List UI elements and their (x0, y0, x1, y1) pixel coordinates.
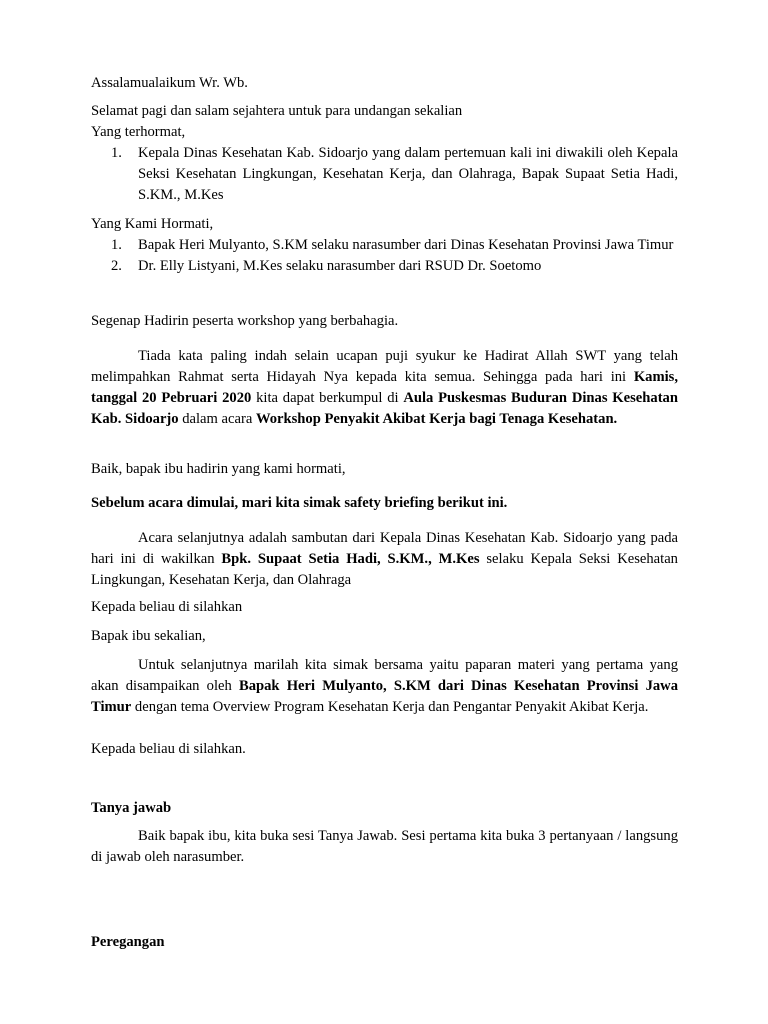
paragraph-text: selaku Kepala Seksi Kesehatan Lingkungan, Kesehatan Kerja, dan Olahraga (91, 551, 678, 588)
paragraph-text: kita dapat berkumpul di (251, 390, 404, 406)
paragraph-text: Acara selanjutnya adalah sambutan dari Kepala Dinas Kesehatan Kab. Sidoarjo yang pada hari ini di wakilkan (91, 530, 678, 567)
heading-text: Tanya jawab (91, 800, 172, 816)
paragraph-address: Baik, bapak ibu hadirin yang kami hormati, (91, 461, 346, 477)
list-number: 1. (111, 145, 122, 161)
speaker-name: Bpk. Supaat Setia Hadi, S.KM., M.Kes (221, 551, 480, 567)
respected-list (91, 143, 678, 206)
list-item (91, 256, 678, 277)
paragraph-text: dalam acara (178, 411, 256, 427)
list-item-text: Kepala Dinas Kesehatan Kab. Sidoarjo yang dalam pertemuan kali ini diwakili oleh Kepala Seksi Kesehatan Lingkungan, Kesehatan Kerja, dan Olahraga, Bapak Supaat Setia Hadi, S.KM., M.Kes (138, 145, 678, 203)
paragraph-text: Untuk selanjutnya marilah kita simak bersama yaitu paparan materi yang pertama yang akan disampaikan oleh (91, 657, 678, 694)
honored-label: Yang Kami Hormati, (91, 216, 214, 232)
respected-label: Yang terhormat, (91, 124, 186, 140)
paragraph-text: dengan tema Overview Program Kesehatan Kerja dan Pengantar Penyakit Akibat Kerja. (131, 699, 649, 715)
safety-briefing-line (91, 493, 678, 514)
paragraph-text: Tiada kata paling indah selain ucapan puji syukur ke Hadirat Allah SWT yang telah melimpahkan Rahmat serta Hidayah Nya kepada kita semua. Sehingga pada hari ini (91, 348, 678, 385)
audience-line: Segenap Hadirin peserta workshop yang berbahagia. (91, 313, 399, 329)
paragraph-opening-praise (91, 346, 678, 430)
paragraph-invite-2: Kepada beliau di silahkan. (91, 741, 246, 757)
honored-list (91, 235, 678, 277)
paragraph-address-2: Bapak ibu sekalian, (91, 628, 206, 644)
list-item (91, 235, 678, 256)
section-heading-stretching (91, 932, 678, 953)
list-item-text: Dr. Elly Listyani, M.Kes selaku narasumber dari RSUD Dr. Soetomo (138, 258, 542, 274)
list-item (91, 143, 678, 206)
paragraph-invite: Kepada beliau di silahkan (91, 599, 243, 615)
event-venue: Aula Puskesmas Buduran Dinas Kesehatan Kab. Sidoarjo (91, 390, 678, 427)
paragraph-first-material (91, 655, 678, 718)
list-number: 1. (111, 237, 122, 253)
paragraph-welcome-speech (91, 528, 678, 591)
bold-text: Sebelum acara dimulai, mari kita simak safety briefing berikut ini. (91, 495, 508, 511)
list-number: 2. (111, 258, 122, 274)
speaker-name: Bapak Heri Mulyanto, S.KM dari Dinas Kesehatan Provinsi Jawa Timur (91, 678, 678, 715)
greeting: Assalamualaikum Wr. Wb. (91, 75, 248, 91)
section-heading-qa (91, 798, 678, 819)
event-date: Kamis, tanggal 20 Pebruari 2020 (91, 369, 678, 406)
event-name: Workshop Penyakit Akibat Kerja bagi Tenaga Kesehatan. (255, 411, 618, 427)
list-item-text: Bapak Heri Mulyanto, S.KM selaku narasumber dari Dinas Kesehatan Provinsi Jawa Timur (138, 237, 674, 253)
heading-text: Peregangan (91, 934, 165, 950)
paragraph-qa: Baik bapak ibu, kita buka sesi Tanya Jawab. Sesi pertama kita buka 3 pertanyaan / langsung di jawab oleh narasumber. (91, 828, 678, 865)
opening-line: Selamat pagi dan salam sejahtera untuk para undangan sekalian (91, 103, 463, 119)
